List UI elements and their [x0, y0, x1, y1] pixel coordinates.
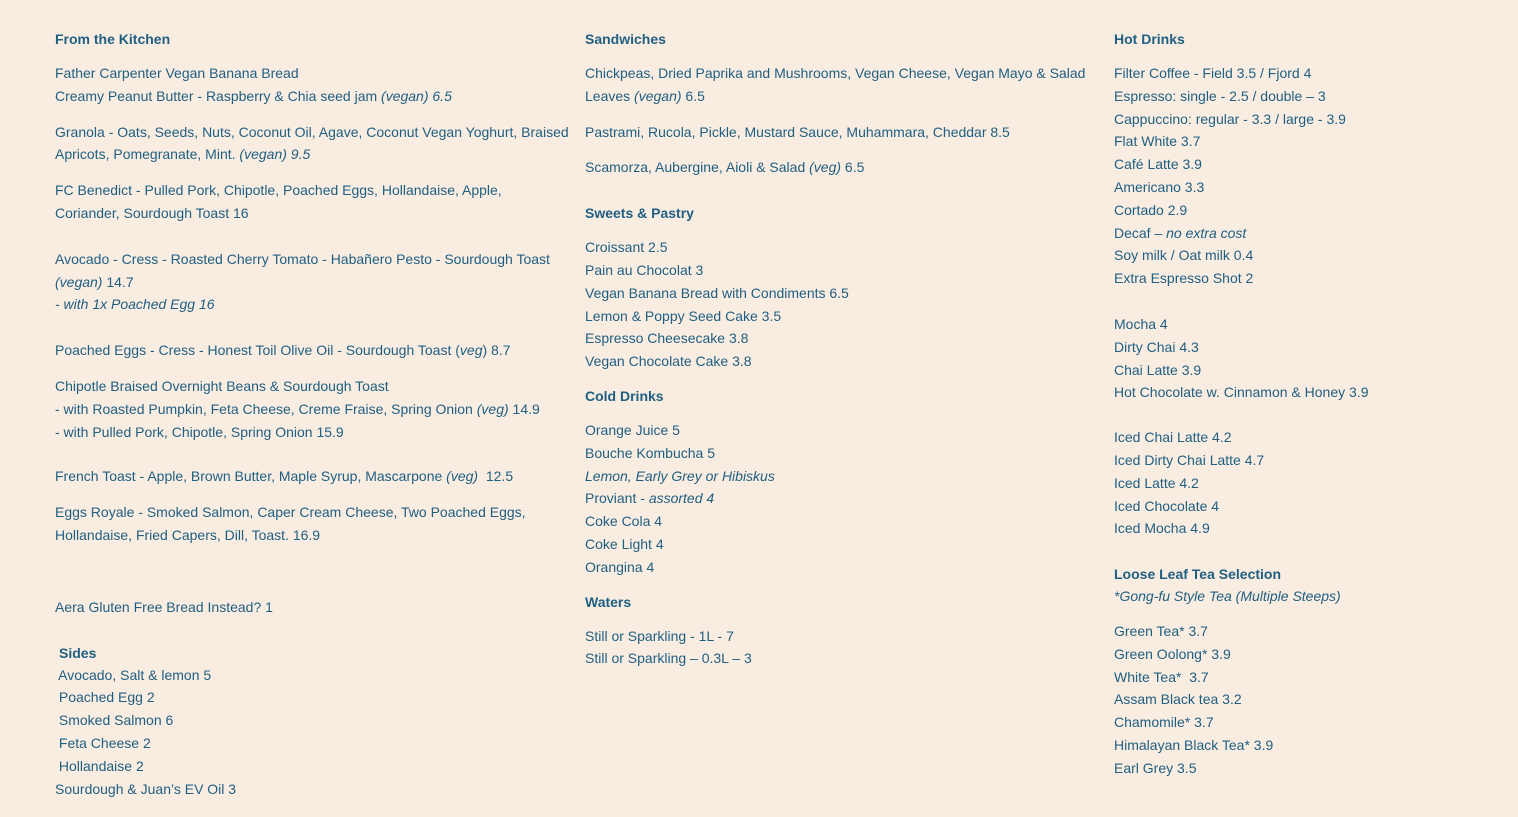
menu-item-sweet: Espresso Cheesecake 3.8	[585, 330, 749, 347]
section-title-kitchen: From the Kitchen	[55, 31, 171, 47]
menu-item-gluten-free: Aera Gluten Free Bread Instead? 1	[55, 598, 273, 615]
side-item: Sourdough & Juan’s EV Oil 3	[55, 780, 237, 797]
menu-item-benedict: FC Benedict - Pulled Pork, Chipotle, Poached Eggs, Hollandaise, Apple, Coriander, Sourdough Toast 16	[55, 182, 502, 221]
section-title-waters: Waters	[585, 593, 632, 610]
menu-item-sweet: Vegan Banana Bread with Condiments 6.5	[585, 284, 849, 301]
menu-item-banana-bread: Father Carpenter Vegan Banana Bread Creamy Peanut Butter - Raspberry & Chia seed jam (vegan) 6.5	[55, 65, 452, 104]
menu-item-coke-light: Coke Light 4	[585, 535, 664, 552]
side-item: Poached Egg 2	[55, 689, 155, 706]
menu-item-hot-drink: Espresso: single - 2.5 / double – 3	[1114, 87, 1326, 104]
menu-item-iced-drink: Iced Chocolate 4	[1114, 497, 1220, 514]
menu-item-hot-drink: Chai Latte 3.9	[1114, 361, 1202, 378]
menu-item-tea: Green Tea* 3.7	[1114, 622, 1208, 639]
menu-item-sweet: Croissant 2.5	[585, 239, 668, 256]
section-title-sandwiches: Sandwiches	[585, 31, 666, 47]
menu-item-hot-drink: Americano 3.3	[1114, 178, 1205, 195]
menu-item-water: Still or Sparkling - 1L - 7	[585, 627, 734, 644]
side-item: Hollandaise 2	[55, 757, 144, 774]
section-title-hot-drinks: Hot Drinks	[1114, 31, 1185, 47]
menu-item-avocado: Avocado - Cress - Roasted Cherry Tomato - Habañero Pesto - Sourdough Toast (vegan) 14.7 - with 1x Poached Egg 16	[55, 250, 550, 313]
kombucha-flavours: Lemon, Early Grey or Hibiskus	[585, 467, 775, 484]
menu-item-kombucha: Bouche Kombucha 5	[585, 444, 715, 461]
menu-column-kitchen	[55, 28, 570, 800]
menu-item-orangina: Orangina 4	[585, 558, 655, 575]
menu-item-tea: Assam Black tea 3.2	[1114, 691, 1242, 708]
menu-item-granola: Granola - Oats, Seeds, Nuts, Coconut Oil, Agave, Coconut Vegan Yoghurt, Braised Apricots, Pomegranate, Mint. (vegan) 9.5	[55, 123, 569, 163]
menu-item-scamorza: Scamorza, Aubergine, Aioli & Salad (veg) 6.5	[585, 159, 865, 176]
menu-item-coke: Coke Cola 4	[585, 513, 663, 530]
menu-item-eggs-royale: Eggs Royale - Smoked Salmon, Caper Cream Cheese, Two Poached Eggs, Hollandaise, Fried Capers, Dill, Toast. 16.9	[55, 504, 526, 543]
menu-item-hot-drink: Extra Espresso Shot 2	[1114, 270, 1254, 287]
menu-item-iced-drink: Iced Chai Latte 4.2	[1114, 429, 1232, 446]
menu-item-pastrami: Pastrami, Rucola, Pickle, Mustard Sauce, Muhammara, Cheddar 8.5	[585, 123, 1010, 140]
menu-item-iced-drink: Iced Dirty Chai Latte 4.7	[1114, 451, 1265, 468]
menu-item-tea: Earl Grey 3.5	[1114, 759, 1197, 776]
menu-item-sweet: Lemon & Poppy Seed Cake 3.5	[585, 307, 782, 324]
menu-item-hot-drink: Mocha 4	[1114, 315, 1168, 332]
menu-item-poached-eggs: Poached Eggs - Cress - Honest Toil Olive Oil - Sourdough Toast (veg) 8.7	[55, 342, 511, 359]
menu-item-water: Still or Sparkling – 0.3L – 3	[585, 650, 752, 667]
menu-item-beans: Chipotle Braised Overnight Beans & Sourdough Toast - with Roasted Pumpkin, Feta Cheese, Creme Fraise, Spring Onion (veg) 14.9 - with Pulled Pork, Chipotle, Spring Onion 15.9	[55, 377, 540, 440]
menu-item-hot-drink: Dirty Chai 4.3	[1114, 338, 1199, 355]
menu-column-hot-drinks	[1114, 28, 1494, 780]
menu-item-hot-drink: Filter Coffee - Field 3.5 / Fjord 4	[1114, 65, 1312, 81]
menu-item-hot-drink: Soy milk / Oat milk 0.4	[1114, 247, 1254, 264]
sides-section	[55, 642, 570, 801]
menu-item-hot-drink: Flat White 3.7	[1114, 133, 1201, 150]
section-title-cold-drinks: Cold Drinks	[585, 387, 664, 404]
section-title-tea: Loose Leaf Tea Selection	[1114, 566, 1282, 583]
side-item: Avocado, Salt & lemon 5	[55, 666, 212, 683]
menu-item-chickpeas: Chickpeas, Dried Paprika and Mushrooms, Vegan Cheese, Vegan Mayo & Salad Leaves (vegan) 6.5	[585, 65, 1086, 104]
menu-column-sandwiches	[585, 28, 1105, 670]
menu-item-sweet: Pain au Chocolat 3	[585, 261, 704, 278]
section-title-sides: Sides	[59, 644, 97, 661]
menu-item-tea: Himalayan Black Tea* 3.9	[1114, 736, 1274, 753]
side-item: Feta Cheese 2	[55, 734, 151, 751]
menu-item-orange-juice: Orange Juice 5	[585, 421, 680, 438]
menu-item-hot-drink: Café Latte 3.9	[1114, 156, 1202, 173]
menu-item-decaf: Decaf – no extra cost	[1114, 224, 1247, 241]
menu-item-hot-drink: Cappuccino: regular - 3.3 / large - 3.9	[1114, 110, 1346, 127]
menu-item-sweet: Vegan Chocolate Cake 3.8	[585, 353, 752, 370]
menu-item-tea: Chamomile* 3.7	[1114, 714, 1214, 731]
section-title-sweets: Sweets & Pastry	[585, 205, 694, 222]
tea-note: *Gong-fu Style Tea (Multiple Steeps)	[1114, 588, 1341, 605]
menu-item-hot-drink: Hot Chocolate w. Cinnamon & Honey 3.9	[1114, 384, 1369, 401]
menu-item-french-toast: French Toast - Apple, Brown Butter, Maple Syrup, Mascarpone (veg) 12.5	[55, 468, 514, 485]
menu-item-proviant: Proviant - assorted 4	[585, 490, 715, 507]
menu-item-tea: Green Oolong* 3.9	[1114, 645, 1231, 662]
menu-item-tea: White Tea* 3.7	[1114, 668, 1209, 685]
side-item: Smoked Salmon 6	[55, 712, 174, 729]
menu-item-iced-drink: Iced Latte 4.2	[1114, 474, 1199, 491]
menu-item-iced-drink: Iced Mocha 4.9	[1114, 520, 1210, 537]
menu-item-hot-drink: Cortado 2.9	[1114, 201, 1188, 218]
